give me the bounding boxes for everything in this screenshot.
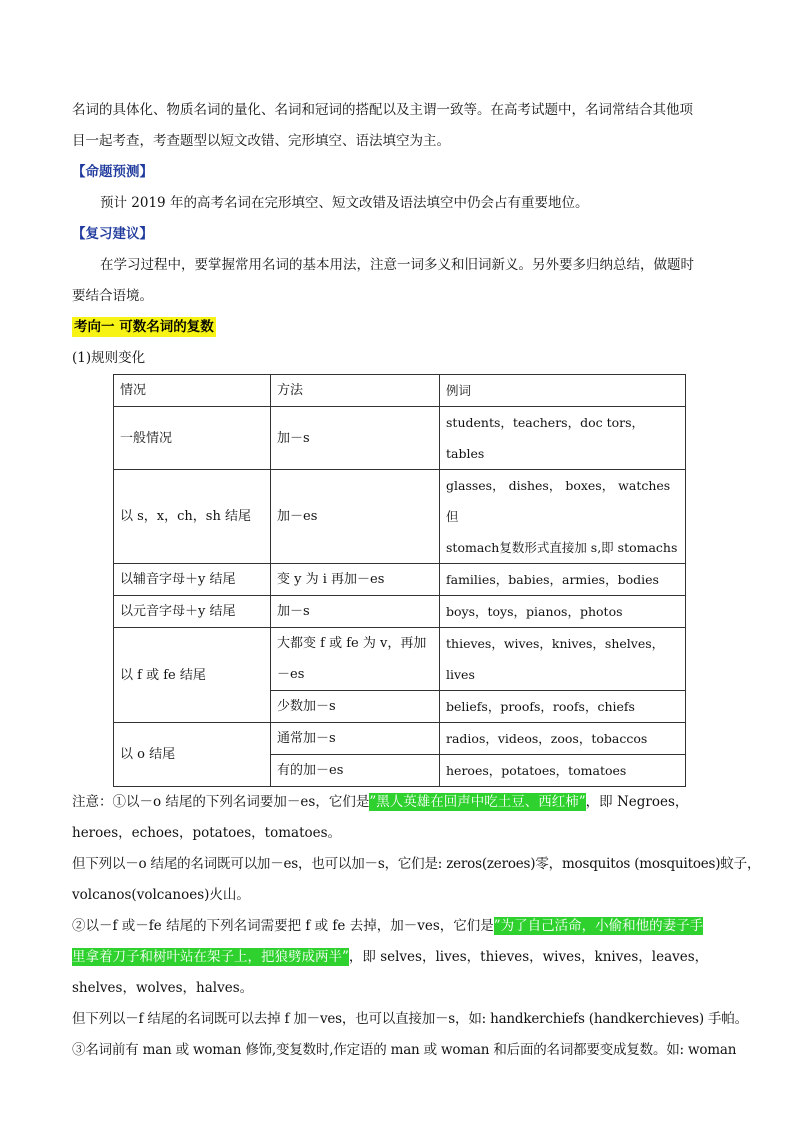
- table-row: [114, 628, 686, 691]
- note-3-line-2: [72, 942, 724, 973]
- row-case: 以 o 结尾: [114, 723, 271, 787]
- row-case: 以辅音字母＋y 结尾: [114, 564, 271, 596]
- row-examples: thieves，wives，knives，shelves，lives: [440, 628, 686, 691]
- row-method-line: 大都变 f 或 fe 为 v，再加: [277, 636, 427, 651]
- row-method: 加－es: [271, 470, 440, 564]
- note-3: [72, 911, 724, 942]
- table-row: [114, 407, 686, 470]
- plural-rules-table: [113, 374, 686, 787]
- advice-line-1: 在学习过程中，要掌握常用名词的基本用法，注意一词多义和旧词新义。另外要多归纳总结，做题时: [100, 257, 694, 273]
- row-method: [271, 628, 440, 691]
- forecast-text: 预计 2019 年的高考名词在完形填空、短文改错及语法填空中仍会占有重要地位。: [100, 195, 589, 211]
- note-3-mnemonic-part-1: ”为了自己活命，小偷和他的妻子手: [493, 918, 704, 934]
- note-3-prefix: ②以－f 或－fe 结尾的下列名词需要把 f 或 fe 去掉，加－ves，它们是: [72, 918, 494, 934]
- note-3-line-3: shelves，wolves，halves。: [72, 980, 254, 996]
- section-subtitle: (1)规则变化: [72, 350, 146, 366]
- note-5: ③名词前有 man 或 woman 修饰,变复数时,作定语的 man 或 woman 和后面的名词都要变成复数。如: woman: [72, 1042, 737, 1058]
- row-examples: families，babies，armies，bodies: [440, 564, 686, 596]
- row-case: 一般情况: [114, 407, 271, 470]
- row-examples: [440, 470, 686, 564]
- row-examples: radios，videos，zoos，tobaccos: [440, 723, 686, 755]
- advice-line-2: 要结合语境。: [72, 288, 153, 304]
- row-method: 变 y 为 i 再加－es: [271, 564, 440, 596]
- note-3-mnemonic-part-2: 里拿着刀子和树叶站在架子上，把狼劈成两半”: [72, 949, 349, 965]
- row-examples: heroes，potatoes，tomatoes: [440, 755, 686, 787]
- advice-label: 【复习建议】: [72, 226, 153, 242]
- row-method: 加－s: [271, 407, 440, 470]
- row-case: 以元音字母＋y 结尾: [114, 596, 271, 628]
- row-examples-line: glasses， dishes， boxes， watches 但: [446, 478, 671, 524]
- row-case: 以 s，x，ch，sh 结尾: [114, 470, 271, 564]
- note-1-prefix: 注意：①以－o 结尾的下列名词要加－es，它们是: [72, 794, 370, 810]
- header-examples: 例词: [440, 375, 686, 407]
- intro-line-1: 名词的具体化、物质名词的量化、名词和冠词的搭配以及主谓一致等。在高考试题中，名词常结合其他项: [72, 102, 693, 118]
- forecast-label: 【命题预测】: [72, 164, 153, 180]
- section-heading: [72, 312, 724, 343]
- header-method: 方法: [271, 375, 440, 407]
- note-1-suffix: ，即 Negroes，: [585, 794, 689, 810]
- row-examples: boys，toys，pianos，photos: [440, 596, 686, 628]
- header-case: 情况: [114, 375, 271, 407]
- note-4: 但下列以－f 结尾的名词既可以去掉 f 加－ves，也可以直接加－s，如: handkerchiefs (handkerchieves) 手帕。: [72, 1011, 748, 1027]
- table-row: [114, 723, 686, 755]
- document-page: [72, 95, 761, 1066]
- row-method: 有的加－es: [271, 755, 440, 787]
- table-row: [114, 564, 686, 596]
- row-method: 少数加－s: [271, 691, 440, 723]
- row-method: 加－s: [271, 596, 440, 628]
- row-method-line: －es: [277, 667, 305, 682]
- row-examples: students，teachers，doc tors，tables: [440, 407, 686, 470]
- note-2-line-2: volcanos(volcanoes)火山。: [72, 887, 250, 903]
- table-header-row: [114, 375, 686, 407]
- row-examples: beliefs，proofs，roofs，chiefs: [440, 691, 686, 723]
- note-1: [72, 787, 724, 818]
- note-1-mnemonic: ”黑人英雄在回声中吃土豆、西红柿”: [369, 794, 586, 810]
- intro-line-2: 目一起考查，考查题型以短文改错、完形填空、语法填空为主。: [72, 133, 450, 149]
- row-method: 通常加－s: [271, 723, 440, 755]
- row-case: 以 f 或 fe 结尾: [114, 628, 271, 723]
- row-examples-line: stomach复数形式直接加 s,即 stomachs: [446, 540, 678, 555]
- note-1-line-2: heroes，echoes，potatoes，tomatoes。: [72, 825, 342, 841]
- table-row: [114, 470, 686, 564]
- table-row: [114, 596, 686, 628]
- section-title: 考向一 可数名词的复数: [74, 319, 214, 335]
- note-3-suffix: ，即 selves，lives，thieves，wives，knives，leaves，: [348, 949, 709, 965]
- note-2-line-1: 但下列以－o 结尾的名词既可以加－es，也可以加－s，它们是: zeros(zeroes)零，mosquitos (mosquitoes)蚊子，: [72, 856, 761, 872]
